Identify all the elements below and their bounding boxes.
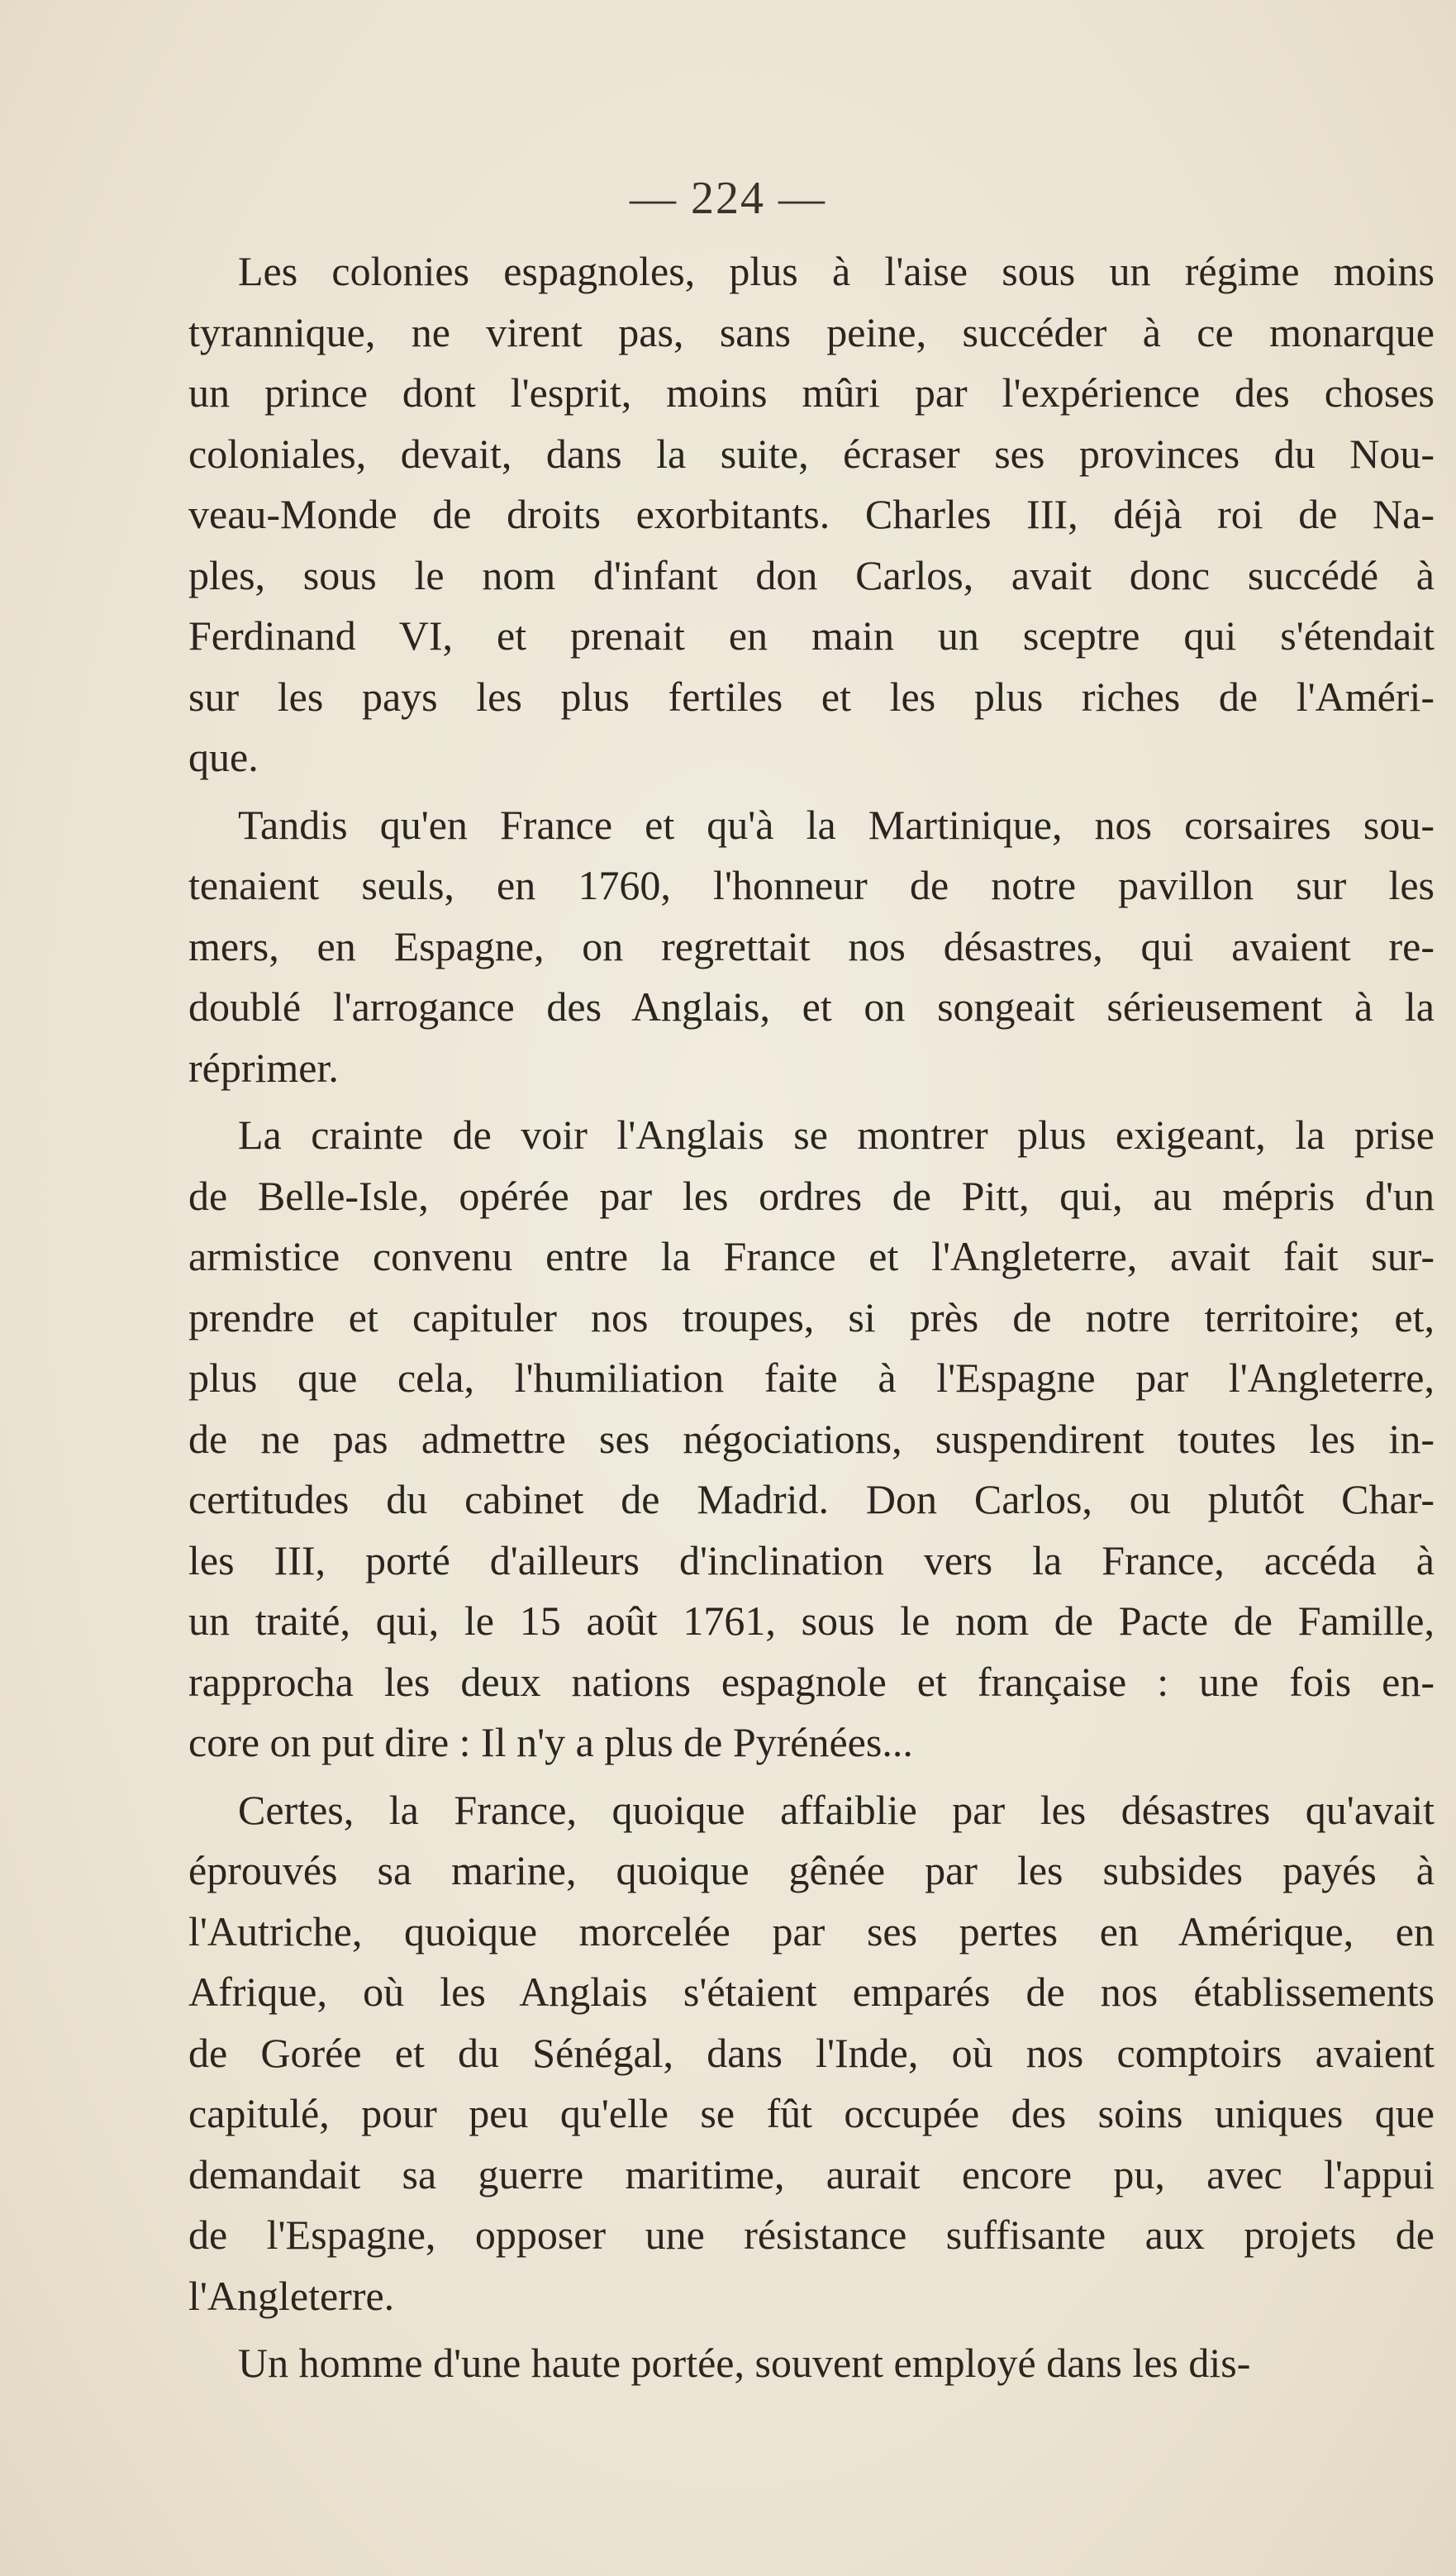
text-line: Certes, la France, quoique affaiblie par les désastres qu'avait <box>238 1786 1435 1833</box>
text-line: armistice convenu entre la France et l'Angleterre, avait fait sur- <box>188 1233 1435 1279</box>
text-line: core on put dire : Il n'y a plus de Pyrénées... <box>188 1719 913 1765</box>
text-line: éprouvés sa marine, quoique gênée par les subsides payés à <box>188 1847 1435 1893</box>
text-line: sur les pays les plus fertiles et les plus riches de l'Améri- <box>188 673 1435 720</box>
text-line: de Gorée et du Sénégal, dans l'Inde, où nos comptoirs avaient <box>188 2029 1435 2076</box>
paragraph-gap <box>188 788 1435 795</box>
text-line: ples, sous le nom d'infant don Carlos, avait donc succédé à <box>188 551 1435 598</box>
text-line: que. <box>188 734 259 780</box>
text-line: tyrannique, ne virent pas, sans peine, succéder à ce monarque <box>188 308 1435 355</box>
text-line: veau-Monde de droits exorbitants. Charles III, déjà roi de Na- <box>188 491 1435 537</box>
paragraph-gap <box>188 1774 1435 1780</box>
text-line: Ferdinand VI, et prenait en main un sceptre qui s'étendait <box>188 612 1435 659</box>
text-line: prendre et capituler nos troupes, si près de notre territoire; et, <box>188 1293 1435 1340</box>
text-line: Un homme d'une haute portée, souvent employé dans les dis- <box>238 2340 1251 2386</box>
text-line: de l'Espagne, opposer une résistance suffisante aux projets de <box>188 2212 1435 2258</box>
text-line: Afrique, où les Anglais s'étaient emparés de nos établissements <box>188 1969 1435 2015</box>
text-line: capitulé, pour peu qu'elle se fût occupée des soins uniques que <box>188 2090 1435 2136</box>
text-line: de ne pas admettre ses négociations, suspendirent toutes les in- <box>188 1415 1435 1462</box>
text-line: plus que cela, l'humiliation faite à l'Espagne par l'Angleterre, <box>188 1355 1435 1401</box>
text-line: certitudes du cabinet de Madrid. Don Carlos, ou plutôt Char- <box>188 1476 1435 1522</box>
text-line: tenaient seuls, en 1760, l'honneur de notre pavillon sur les <box>188 862 1435 908</box>
text-line: les III, porté d'ailleurs d'inclination vers la France, accéda à <box>188 1536 1435 1583</box>
text-line: doublé l'arrogance des Anglais, et on songeait sérieusement à la <box>188 983 1435 1030</box>
text-line: réprimer. <box>188 1044 339 1091</box>
text-line: mers, en Espagne, on regrettait nos désastres, qui avaient re- <box>188 922 1435 969</box>
text-line: Tandis qu'en France et qu'à la Martinique, nos corsaires sou- <box>238 801 1435 848</box>
text-line: La crainte de voir l'Anglais se montrer plus exigeant, la prise <box>238 1112 1435 1158</box>
paragraph-gap <box>188 2326 1435 2333</box>
text-line: un traité, qui, le 15 août 1761, sous le nom de Pacte de Famille, <box>188 1598 1435 1644</box>
page-number: — 224 — <box>630 173 826 224</box>
body-text <box>188 241 1435 2394</box>
text-line: l'Angleterre. <box>188 2272 395 2319</box>
text-line: l'Autriche, quoique morcelée par ses pertes en Amérique, en <box>188 1907 1435 1955</box>
text-line: rapprocha les deux nations espagnole et française : une fois en- <box>188 1658 1435 1705</box>
text-line: demandait sa guerre maritime, aurait encore pu, avec l'appui <box>188 2150 1435 2197</box>
text-line: Les colonies espagnoles, plus à l'aise sous un régime moins <box>238 248 1435 294</box>
text-line: de Belle-Isle, opérée par les ordres de Pitt, qui, au mépris d'un <box>188 1172 1435 1219</box>
text-line: coloniales, devait, dans la suite, écraser ses provinces du Nou- <box>188 430 1435 477</box>
text-line: un prince dont l'esprit, moins mûri par l'expérience des choses <box>188 369 1435 416</box>
paragraph-gap <box>188 1098 1435 1105</box>
